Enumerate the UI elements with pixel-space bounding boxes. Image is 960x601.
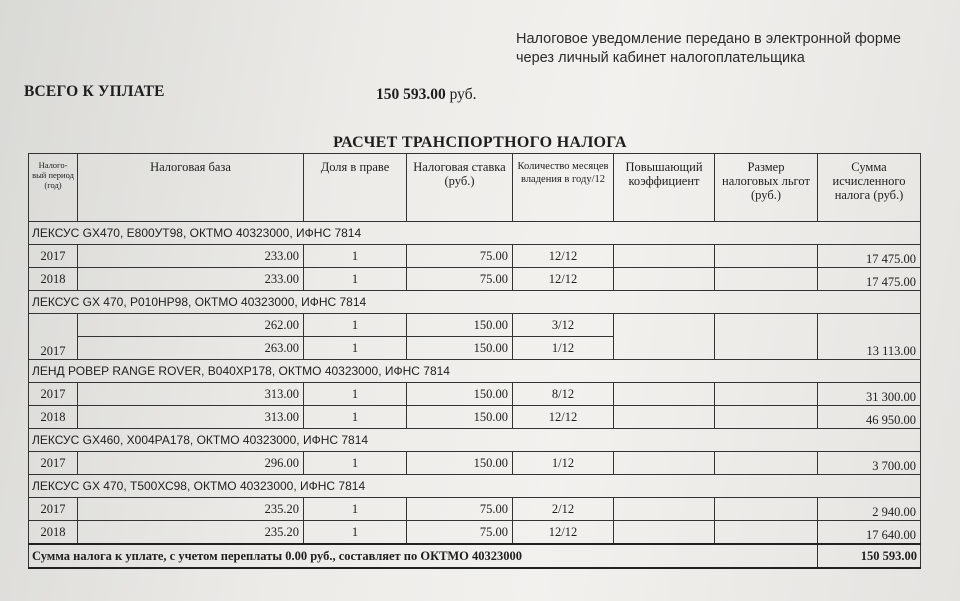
cell-rate: 75.00: [407, 521, 513, 545]
footer-label: Сумма налога к уплате, с учетом переплаты 0.00 руб., составляет по ОКТМО 40323000: [29, 544, 818, 568]
cell-year: 2018: [29, 406, 78, 429]
cell-share: 1: [304, 245, 407, 268]
cell-base: 233.00: [78, 245, 304, 268]
vehicle-name: ЛЕКСУС GX 470, Т500ХС98, ОКТМО 40323000, ИФНС 7814: [29, 475, 921, 498]
cell-coefficient: [614, 498, 715, 521]
cell-share: 1: [304, 314, 407, 337]
cell-base: 235.20: [78, 521, 304, 545]
cell-months: 12/12: [513, 268, 614, 291]
cell-base: 296.00: [78, 452, 304, 475]
vehicle-name: ЛЕКСУС GX470, Е800УТ98, ОКТМО 40323000, ИФНС 7814: [29, 222, 921, 245]
vehicle-row: [29, 475, 921, 498]
cell-coefficient: [614, 452, 715, 475]
cell-benefit: [715, 268, 818, 291]
vehicle-row: [29, 222, 921, 245]
cell-months: 12/12: [513, 245, 614, 268]
table-row: [29, 498, 921, 521]
footer-amount: 150 593.00: [818, 544, 921, 568]
header-months: Количество месяцев владения в году/12: [513, 154, 614, 222]
header-rate: Налоговая ставка (руб.): [407, 154, 513, 222]
cell-months: 12/12: [513, 406, 614, 429]
cell-sum: 17 475.00: [818, 268, 921, 291]
cell-sum: 17 640.00: [818, 521, 921, 545]
cell-benefit: [715, 314, 818, 360]
cell-year: 2017: [29, 245, 78, 268]
cell-sum: 17 475.00: [818, 245, 921, 268]
header-sum: Сумма исчисленного налога (руб.): [818, 154, 921, 222]
cell-base: 263.00: [78, 337, 304, 360]
cell-rate: 75.00: [407, 245, 513, 268]
cell-base: 233.00: [78, 268, 304, 291]
cell-sum: 31 300.00: [818, 383, 921, 406]
vehicle-row: [29, 429, 921, 452]
cell-months: 1/12: [513, 452, 614, 475]
cell-base: 313.00: [78, 383, 304, 406]
table-row: [29, 452, 921, 475]
cell-sum: 13 113.00: [818, 314, 921, 360]
cell-coefficient: [614, 406, 715, 429]
total-due-value: [376, 86, 476, 104]
cell-sum: 2 940.00: [818, 498, 921, 521]
cell-share: 1: [304, 268, 407, 291]
cell-rate: 75.00: [407, 498, 513, 521]
cell-share: 1: [304, 521, 407, 545]
cell-benefit: [715, 452, 818, 475]
cell-year: 2018: [29, 268, 78, 291]
header-coefficient: Повышающий коэффициент: [614, 154, 715, 222]
cell-benefit: [715, 245, 818, 268]
total-due-amount: 150 593.00: [376, 86, 446, 103]
table-row: [29, 406, 921, 429]
notice-line-2: через личный кабинет налогоплательщика: [516, 50, 805, 66]
cell-benefit: [715, 521, 818, 545]
table-header-row: [29, 154, 921, 222]
cell-rate: 150.00: [407, 406, 513, 429]
cell-months: 8/12: [513, 383, 614, 406]
cell-months: 3/12: [513, 314, 614, 337]
vehicle-row: [29, 291, 921, 314]
vehicle-name: ЛЕКСУС GX460, Х004РА178, ОКТМО 40323000, ИФНС 7814: [29, 429, 921, 452]
cell-rate: 75.00: [407, 268, 513, 291]
table-row: [29, 521, 921, 545]
cell-share: 1: [304, 383, 407, 406]
cell-year: 2017: [29, 498, 78, 521]
cell-year: 2018: [29, 521, 78, 545]
cell-benefit: [715, 383, 818, 406]
cell-base: 262.00: [78, 314, 304, 337]
table-row: [29, 268, 921, 291]
header-benefit: Размер налоговых льгот (руб.): [715, 154, 818, 222]
cell-coefficient: [614, 314, 715, 360]
header-share: Доля в праве: [304, 154, 407, 222]
cell-benefit: [715, 498, 818, 521]
header-base: Налоговая база: [78, 154, 304, 222]
table-row: [29, 314, 921, 337]
cell-sum: 3 700.00: [818, 452, 921, 475]
cell-rate: 150.00: [407, 452, 513, 475]
cell-base: 313.00: [78, 406, 304, 429]
cell-year: 2017: [29, 314, 78, 360]
total-due-currency: руб.: [449, 86, 477, 103]
cell-coefficient: [614, 245, 715, 268]
cell-coefficient: [614, 383, 715, 406]
cell-rate: 150.00: [407, 337, 513, 360]
header-period: Налого-вый период (год): [29, 154, 78, 222]
cell-year: 2017: [29, 452, 78, 475]
calculation-title: РАСЧЕТ ТРАНСПОРТНОГО НАЛОГА: [333, 134, 627, 151]
table-footer-row: [29, 544, 921, 568]
cell-share: 1: [304, 452, 407, 475]
table-row: [29, 245, 921, 268]
cell-rate: 150.00: [407, 314, 513, 337]
cell-coefficient: [614, 268, 715, 291]
cell-share: 1: [304, 337, 407, 360]
cell-share: 1: [304, 406, 407, 429]
cell-months: 2/12: [513, 498, 614, 521]
electronic-notice: [516, 30, 936, 68]
vehicle-row: [29, 360, 921, 383]
cell-share: 1: [304, 498, 407, 521]
cell-months: 12/12: [513, 521, 614, 545]
vehicle-name: ЛЕКСУС GX 470, Р010НР98, ОКТМО 40323000, ИФНС 7814: [29, 291, 921, 314]
cell-rate: 150.00: [407, 383, 513, 406]
table-row: [29, 383, 921, 406]
vehicle-name: ЛЕНД РОВЕР RANGE ROVER, В040ХР178, ОКТМО 40323000, ИФНС 7814: [29, 360, 921, 383]
cell-months: 1/12: [513, 337, 614, 360]
cell-coefficient: [614, 521, 715, 545]
cell-sum: 46 950.00: [818, 406, 921, 429]
cell-benefit: [715, 406, 818, 429]
notice-line-1: Налоговое уведомление передано в электронной форме: [516, 31, 901, 47]
transport-tax-table: [28, 153, 921, 569]
total-due-label: ВСЕГО К УПЛАТЕ: [24, 83, 165, 100]
cell-year: 2017: [29, 383, 78, 406]
cell-base: 235.20: [78, 498, 304, 521]
